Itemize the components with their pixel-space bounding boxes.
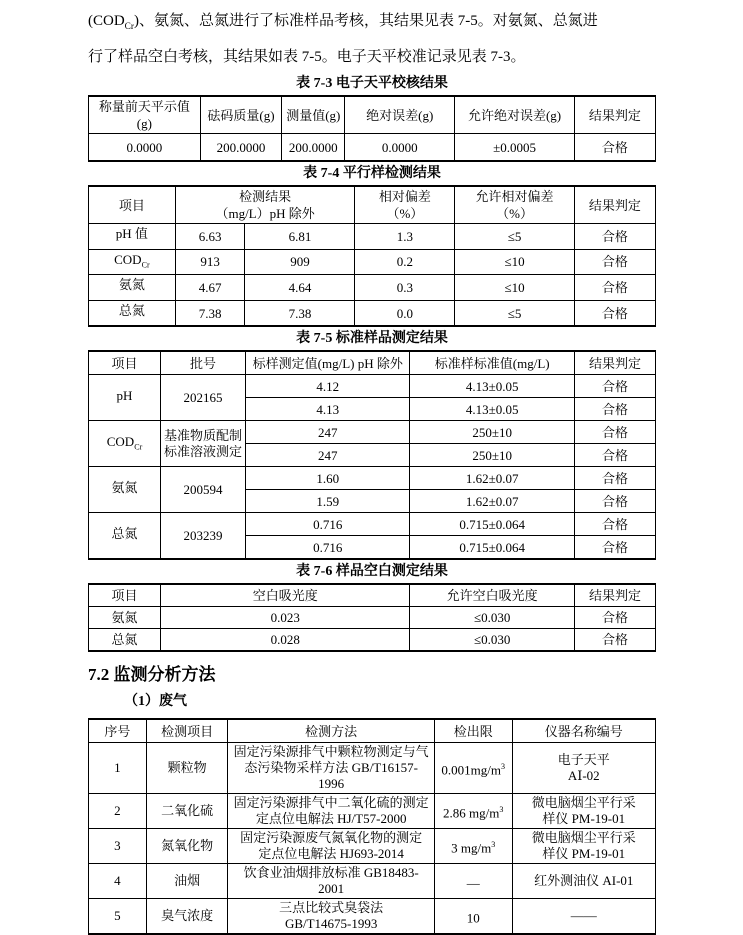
cell: 0.028 (161, 629, 410, 652)
cell: 合格 (574, 490, 655, 513)
cell: 合格 (574, 536, 655, 560)
table-row (89, 249, 656, 275)
method-cell (228, 794, 434, 829)
method-line: 固定污染源排气中二氧化硫的测定 (233, 795, 429, 811)
method-cell (228, 864, 434, 899)
cell: 4.12 (246, 375, 410, 398)
header-cell: 结果判定 (574, 584, 655, 607)
table-row (89, 829, 656, 864)
table-row (89, 899, 656, 935)
cell: 2 (89, 794, 147, 829)
table-7-3-caption: 表 7-3 电子天平校核结果 (296, 76, 448, 91)
item-label: COD (114, 251, 142, 267)
cell: 合格 (574, 275, 655, 301)
method-cell (228, 743, 434, 794)
instrument-line: 微电脑烟尘平行采 (531, 830, 636, 846)
cell: ≤5 (455, 224, 575, 250)
limit-value: — (466, 875, 480, 891)
cell (89, 224, 176, 250)
table-7-6-caption: 表 7-6 样品空白测定结果 (296, 564, 448, 580)
item-label: 氨氮 (111, 479, 138, 495)
table-7-6-blank-samples (88, 583, 656, 652)
method-cell (228, 899, 434, 935)
method-cell (228, 829, 434, 864)
cell: 1.3 (355, 224, 455, 250)
cell: 909 (245, 249, 355, 275)
header-row (89, 186, 656, 224)
header-line: （mg/L）pH 除外 (215, 206, 315, 221)
cell (89, 421, 161, 467)
method-line: 定点位电解法 HJ693-2014 (258, 846, 404, 862)
cell: ≤0.030 (410, 607, 574, 629)
cell: 200.0000 (282, 134, 345, 162)
instrument-cell (512, 899, 655, 935)
table-waste-gas-methods (88, 718, 656, 935)
table-7-4-parallel-samples (88, 185, 656, 327)
cell: 合格 (574, 134, 655, 162)
header-line: 相对偏差 (378, 189, 431, 204)
item-label: COD (106, 433, 135, 449)
cell: 合格 (574, 249, 655, 275)
cell: 200.0000 (200, 134, 282, 162)
cell: 0.0000 (89, 134, 201, 162)
cell: 0.0 (355, 300, 455, 326)
cell: 913 (175, 249, 245, 275)
cell: 247 (246, 421, 410, 444)
cell: 0.716 (246, 536, 410, 560)
cell: 4.13±0.05 (410, 375, 574, 398)
limit-value: 3 mg/m (451, 840, 492, 856)
header-cell: 检测方法 (228, 719, 434, 743)
cell: 二氧化硫 (146, 794, 228, 829)
cell: 油烟 (146, 864, 228, 899)
instrument-cell (512, 794, 655, 829)
cell: 0.715±0.064 (410, 536, 574, 560)
header-cell: 测量值(g) (282, 96, 345, 134)
header-cell (455, 186, 575, 224)
item-label: 氨氮 (118, 277, 145, 293)
table-7-5-standard-samples (88, 350, 656, 560)
cell: 氮氧化物 (146, 829, 228, 864)
intro-text: )、氨氮、总氮进行了标准样品考核，其结果见表 7-5。对氨氮、总氮进 (133, 13, 598, 29)
cell: 0.2 (355, 249, 455, 275)
header-cell: 检测项目 (146, 719, 228, 743)
table-row (89, 224, 656, 250)
instrument-line: —— (570, 908, 597, 924)
table-7-5-caption: 表 7-5 标准样品测定结果 (296, 331, 448, 347)
cell: 1 (89, 743, 147, 794)
table-row (89, 300, 656, 326)
header-cell: 标准样标准值(mg/L) (410, 351, 574, 375)
table-7-4-caption: 表 7-4 平行样检测结果 (303, 166, 441, 181)
header-cell: 批号 (161, 351, 246, 375)
header-line: 允许相对偏差 (475, 189, 554, 204)
item-label: pH (116, 387, 133, 403)
cell: 4.64 (245, 275, 355, 301)
header-cell: 结果判定 (574, 351, 655, 375)
cell: 250±10 (410, 421, 574, 444)
table-row (89, 743, 656, 794)
item-subscript: Cr (134, 442, 143, 452)
item-label: pH 值 (115, 226, 148, 241)
header-cell: 标样测定值(mg/L) pH 除外 (246, 351, 410, 375)
cell: 合格 (574, 444, 655, 467)
cell: 合格 (574, 607, 655, 629)
batch-cell: 202165 (161, 375, 246, 421)
limit-superscript: 3 (499, 804, 504, 814)
intro-paragraph (88, 6, 656, 72)
cell: 4.13±0.05 (410, 398, 574, 421)
cell (89, 300, 176, 326)
cell: 合格 (574, 224, 655, 250)
cell (89, 275, 176, 301)
cell: 7.38 (175, 300, 245, 326)
instrument-line: 微电脑烟尘平行采 (531, 795, 636, 811)
header-cell: 称量前天平示值(g) (89, 96, 201, 134)
table-row (89, 375, 656, 398)
header-cell: 结果判定 (574, 96, 655, 134)
header-line: （%） (496, 206, 533, 221)
cell: 0.715±0.064 (410, 513, 574, 536)
table-row (89, 467, 656, 490)
cell: 合格 (574, 467, 655, 490)
header-cell: 仪器名称编号 (512, 719, 655, 743)
header-row (89, 584, 656, 607)
header-row (89, 351, 656, 375)
cell (89, 249, 176, 275)
cell: 4.13 (246, 398, 410, 421)
cell: 1.60 (246, 467, 410, 490)
batch-cell: 基准物质配制标准溶液测定 (161, 421, 246, 467)
cell: ±0.0005 (455, 134, 575, 162)
intro-line-1 (88, 6, 656, 42)
cell: 3 (89, 829, 147, 864)
cell: 7.38 (245, 300, 355, 326)
limit-superscript: 3 (500, 761, 505, 771)
cell: 合格 (574, 300, 655, 326)
header-line: 检测结果 (239, 189, 292, 204)
cell: 氨氮 (89, 607, 161, 629)
method-line: 饮食业油烟排放标准 GB18483-2001 (243, 865, 419, 897)
cell: 4.67 (175, 275, 245, 301)
header-cell: 空白吸光度 (161, 584, 410, 607)
instrument-cell (512, 829, 655, 864)
batch-cell: 200594 (161, 467, 246, 513)
cell (89, 467, 161, 513)
limit-superscript: 3 (491, 839, 496, 849)
table-row (89, 134, 656, 162)
header-line: （%） (386, 206, 424, 221)
intro-text: (COD (88, 13, 125, 29)
cell: 250±10 (410, 444, 574, 467)
cell: 0.716 (246, 513, 410, 536)
instrument-cell (512, 864, 655, 899)
header-cell: 项目 (89, 186, 176, 224)
section-heading: 7.2 监测分析方法 (88, 665, 216, 685)
limit-cell (434, 743, 512, 794)
limit-cell (434, 794, 512, 829)
method-line: 三点比较式臭袋法 (279, 900, 384, 916)
method-line: GB/T14675-1993 (284, 916, 378, 932)
limit-cell (434, 864, 512, 899)
instrument-cell (512, 743, 655, 794)
method-line: 固定污染源废气氮氧化物的测定 (240, 830, 423, 846)
cell: 1.62±0.07 (410, 467, 574, 490)
header-cell (355, 186, 455, 224)
table-row (89, 607, 656, 629)
header-cell: 项目 (89, 351, 161, 375)
item-label: 总氮 (118, 302, 145, 318)
cell (89, 375, 161, 421)
cell: 合格 (574, 375, 655, 398)
table-row (89, 421, 656, 444)
item-subscript: Cr (141, 260, 150, 270)
cell: 颗粒物 (146, 743, 228, 794)
cell: ≤10 (455, 249, 575, 275)
cell: ≤10 (455, 275, 575, 301)
table-row (89, 629, 656, 652)
cell: 6.63 (175, 224, 245, 250)
limit-cell (434, 829, 512, 864)
table-row (89, 864, 656, 899)
header-cell (175, 186, 355, 224)
header-cell: 项目 (89, 584, 161, 607)
intro-line-2: 行了样品空白考核，其结果如表 7-5。电子天平校准记录见表 7-3。 (88, 49, 526, 65)
cell: 总氮 (89, 629, 161, 652)
header-row (89, 96, 656, 134)
cell: 合格 (574, 421, 655, 444)
header-cell: 砝码质量(g) (200, 96, 282, 134)
table-row (89, 275, 656, 301)
table-row (89, 794, 656, 829)
cell: 合格 (574, 629, 655, 652)
cell: 合格 (574, 398, 655, 421)
limit-cell (434, 899, 512, 935)
batch-cell: 203239 (161, 513, 246, 560)
cod-subscript: Cr (124, 22, 134, 32)
header-cell: 结果判定 (574, 186, 655, 224)
method-line: 定点位电解法 HJ/T57-2000 (255, 811, 407, 827)
header-cell: 序号 (89, 719, 147, 743)
table-row (89, 513, 656, 536)
limit-value: 0.001mg/m (441, 762, 501, 778)
instrument-line: 样仪 PM-19-01 (542, 811, 626, 827)
header-cell: 允许空白吸光度 (410, 584, 574, 607)
limit-value: 2.86 mg/m (443, 805, 500, 821)
subsection-heading-waste-gas: （1）废气 (124, 694, 187, 710)
header-cell: 检出限 (434, 719, 512, 743)
method-line: 固定污染源排气中颗粒物测定与气 (233, 744, 429, 760)
cell: 1.59 (246, 490, 410, 513)
cell: 1.62±0.07 (410, 490, 574, 513)
cell: 0.0000 (345, 134, 455, 162)
cell: ≤5 (455, 300, 575, 326)
cell: 合格 (574, 513, 655, 536)
limit-value: 10 (466, 910, 480, 926)
cell (89, 513, 161, 560)
cell: ≤0.030 (410, 629, 574, 652)
table-7-3-balance-calibration (88, 95, 656, 162)
cell: 5 (89, 899, 147, 935)
cell: 6.81 (245, 224, 355, 250)
instrument-line: 红外测油仪 AI-01 (534, 873, 634, 889)
header-cell: 允许绝对误差(g) (455, 96, 575, 134)
header-row (89, 719, 656, 743)
instrument-line: 电子天平 (557, 752, 610, 768)
item-label: 总氮 (111, 525, 138, 541)
cell: 0.3 (355, 275, 455, 301)
cell: 4 (89, 864, 147, 899)
instrument-line: 样仪 PM-19-01 (542, 846, 626, 862)
method-line: 态污染物采样方法 GB/T16157-1996 (244, 760, 419, 792)
cell: 臭气浓度 (146, 899, 228, 935)
cell: 0.023 (161, 607, 410, 629)
instrument-line: AⅠ-02 (567, 768, 600, 784)
header-cell: 绝对误差(g) (345, 96, 455, 134)
cell: 247 (246, 444, 410, 467)
